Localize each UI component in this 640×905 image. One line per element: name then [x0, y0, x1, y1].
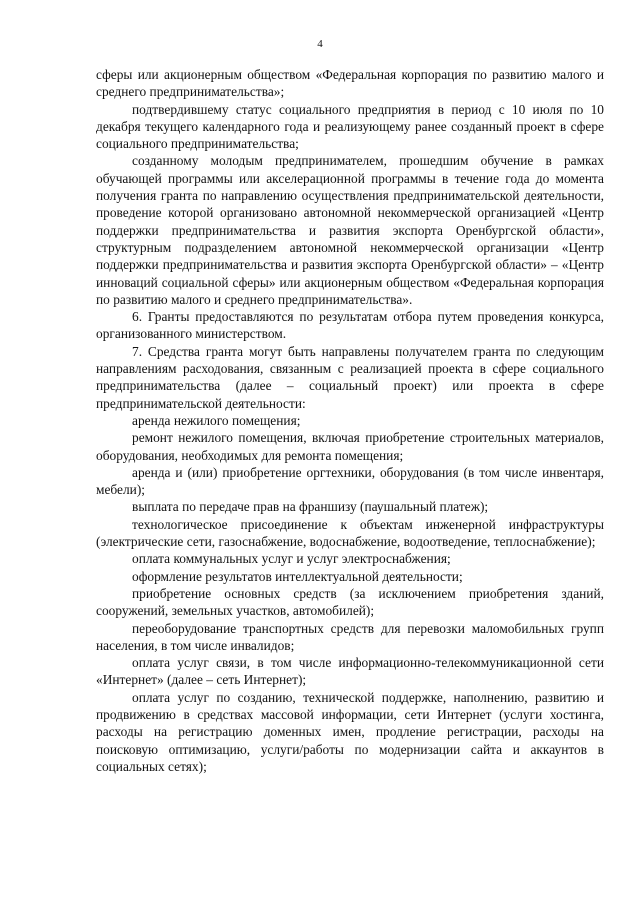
document-body — [96, 66, 604, 775]
list-item-intellectual-property: оформление результатов интеллектуальной деятельности; — [132, 568, 463, 584]
list-item-premises-repair: ремонт нежилого помещения, включая приобретение строительных материалов, оборудования, необходимых для ремонта помещения; — [96, 430, 604, 463]
paragraph-social-enterprise-status: подтвердившему статус социального предприятия в период с 10 июля по 10 декабря текущего календарного года и реализующему ранее созданный проект в сфере социального предпринимательства; — [96, 101, 604, 152]
paragraph-continuation: сферы или акционерным обществом «Федеральная корпорация по развитию малого и среднего предпринимательства»; — [96, 67, 604, 100]
list-item-website: оплата услуг по созданию, технической поддержке, наполнению, развитию и продвижению в средствах массовой информации, сети Интернет (услуги хостинга, расходы на регистрацию доменных имен, продление регистрации, расходы на поисковую оптимизацию, услуги/работы по модернизации сайта и аккаунтов в социальных сетях); — [96, 689, 604, 774]
page-number: 4 — [317, 38, 323, 50]
paragraph-young-entrepreneur: созданному молодым предпринимателем, прошедшим обучение в рамках обучающей программы или акселерационной программы в течение года до момента получения гранта по направлению осуществления предпринимательской деятельности, проведение которой организовано автономной некоммерческой организацией «Центр поддержки предпринимательства и развития экспорта Оренбургской области», структурным подразделением автономной некоммерческой организации «Центр поддержки предпринимательства и развития экспорта Оренбургской области» – «Центр инноваций социальной сферы» или акционерным обществом «Федеральная корпорация по развитию малого и среднего предпринимательства». — [96, 153, 604, 307]
list-item-premises-rent: аренда нежилого помещения; — [132, 412, 301, 428]
list-item-communication: оплата услуг связи, в том числе информационно-телекоммуникационной сети «Интернет» (далее – сеть Интернет); — [96, 655, 604, 688]
list-item-vehicle-conversion: переоборудование транспортных средств для перевозки маломобильных групп населения, в том числе инвалидов; — [96, 620, 604, 653]
list-item-utilities: оплата коммунальных услуг и услуг электроснабжения; — [132, 551, 451, 567]
list-item-fixed-assets: приобретение основных средств (за исключением приобретения зданий, сооружений, земельных участков, автомобилей); — [96, 585, 604, 619]
list-item-franchise: выплата по передаче прав на франшизу (паушальный платеж); — [132, 499, 489, 515]
paragraph-clause-6: 6. Гранты предоставляются по результатам отбора путем проведения конкурса, организованного министерством. — [96, 309, 604, 342]
list-item-equipment: аренда и (или) приобретение оргтехники, оборудования (в том числе инвентаря, мебели); — [96, 464, 604, 498]
paragraph-clause-7: 7. Средства гранта могут быть направлены получателем гранта по следующим направлениям расходования, связанным с реализацией проекта в сфере социального предпринимательства (далее – социальный проект) или проекта в сфере предпринимательской деятельности: — [96, 343, 604, 411]
list-item-infrastructure: технологическое присоединение к объектам инженерной инфраструктуры (электрические сети, газоснабжение, водоснабжение, водоотведение, теплоснабжение); — [96, 516, 604, 550]
